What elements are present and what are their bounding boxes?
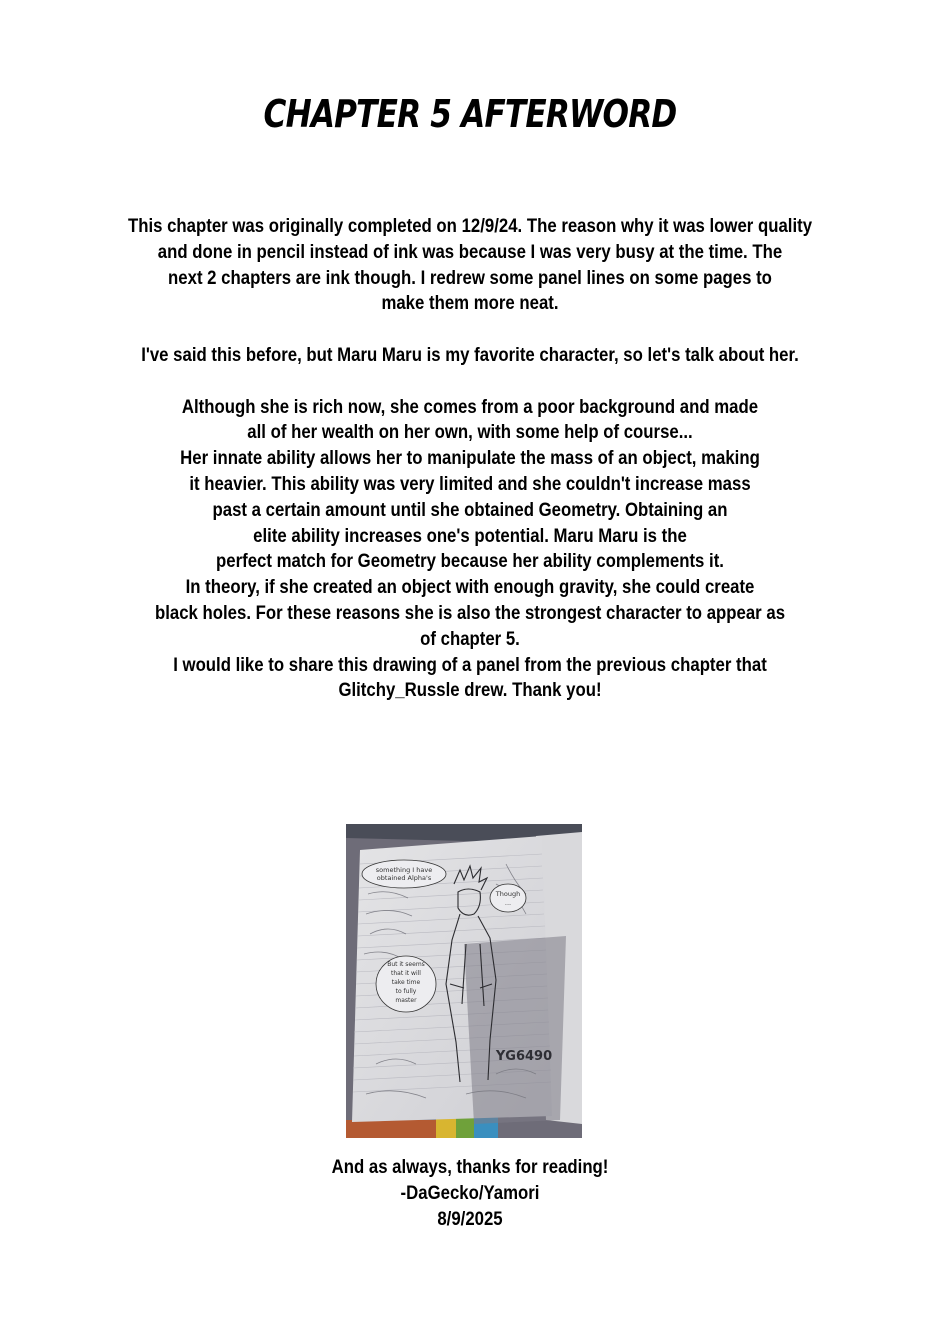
text-line: make them more neat. xyxy=(381,292,559,315)
bubble-text: ... xyxy=(504,899,512,907)
closing-date: 8/9/2025 xyxy=(437,1207,503,1230)
text-line: I've said this before, but Maru Maru is my favorite character, so let's talk about her. xyxy=(141,343,799,366)
text-line: Although she is rich now, she comes from a poor background and made xyxy=(181,395,759,418)
bubble-text: something I have xyxy=(375,866,433,874)
text-line: perfect match for Geometry because her ability complements it. xyxy=(216,550,724,573)
page-title: CHAPTER 5 AFTERWORD xyxy=(263,92,677,136)
fan-drawing-photo xyxy=(346,824,582,1138)
artist-signature: YG6490 xyxy=(495,1049,553,1064)
text-line: elite ability increases one's potential. Maru Maru is the xyxy=(253,524,687,547)
bubble-text: take time xyxy=(391,979,421,986)
text-line: past a certain amount until she obtained Geometry. Obtaining an xyxy=(212,498,728,521)
author-signature: -DaGecko/Yamori xyxy=(400,1181,540,1204)
fan-drawing-image xyxy=(346,824,582,1138)
bubble-text: master xyxy=(395,997,417,1004)
bubble-text: to fully xyxy=(395,988,417,995)
bubble-text: obtained Alpha's xyxy=(376,874,432,882)
bubble-text: But it seems xyxy=(387,961,425,968)
closing-block xyxy=(66,1155,874,1232)
text-line: of chapter 5. xyxy=(420,627,520,650)
text-line: Her innate ability allows her to manipulate the mass of an object, making xyxy=(180,447,760,470)
afterword-body xyxy=(126,214,814,704)
text-line: Glitchy_Russle drew. Thank you! xyxy=(338,679,602,702)
text-line: black holes. For these reasons she is also the strongest character to appear as xyxy=(154,601,786,624)
text-line: and done in pencil instead of ink was because I was very busy at the time. The xyxy=(157,240,783,263)
text-line: it heavier. This ability was very limited and she couldn't increase mass xyxy=(189,472,751,495)
text-line: This chapter was originally completed on 12/9/24. The reason why it was lower quality xyxy=(127,215,813,237)
text-line: I would like to share this drawing of a panel from the previous chapter that xyxy=(173,653,767,676)
bubble-text: that it will xyxy=(391,970,421,977)
bubble-text: Though xyxy=(495,890,521,898)
closing-line: And as always, thanks for reading! xyxy=(331,1156,609,1178)
text-line: next 2 chapters are ink though. I redrew some panel lines on some pages to xyxy=(168,266,772,289)
text-line: In theory, if she created an object with enough gravity, she could create xyxy=(185,576,755,599)
text-line: all of her wealth on her own, with some help of course... xyxy=(247,421,693,444)
